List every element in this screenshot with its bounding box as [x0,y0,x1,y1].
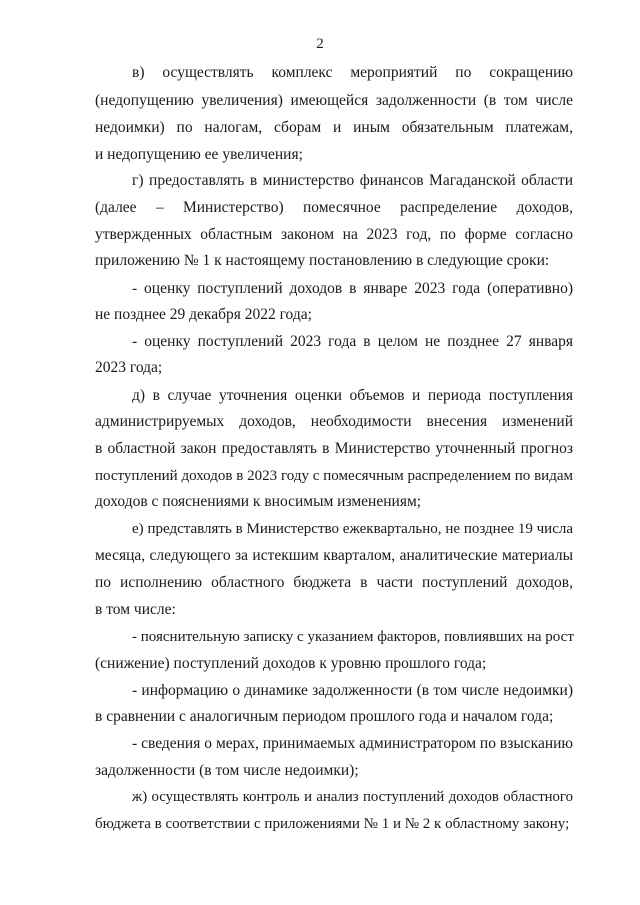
text-line: не позднее 29 декабря 2022 года; [95,306,312,323]
text-line: (далее – Министерство) помесячное распределение доходов, [95,199,573,216]
text-line: - оценку поступлений доходов в январе 2023 года (оперативно) [132,280,573,297]
page-number: 2 [316,36,324,52]
text-line: 2023 года; [95,359,163,376]
text-line: г) предоставлять в министерство финансов Магаданской области [132,172,573,189]
text-line: бюджета в соответствии с приложениями № 1 и № 2 к областному закону; [95,816,570,832]
text-line: (недопущению увеличения) имеющейся задолженности (в том числе [95,92,573,109]
text-line: утвержденных областным законом на 2023 год, по форме согласно [95,226,573,243]
text-line: в) осуществлять комплекс мероприятий по сокращению [132,64,573,81]
text-line: - сведения о мерах, принимаемых администратором по взысканию [132,735,573,752]
text-line: в сравнении с аналогичным периодом прошлого года и началом года; [95,708,554,725]
text-line: доходов с пояснениями к вносимым изменениям; [95,493,422,510]
text-line: в том числе: [95,601,176,618]
text-line: - пояснительную записку с указанием факторов, повлиявших на рост [132,629,574,645]
text-line: ж) осуществлять контроль и анализ поступлений доходов областного [132,789,573,805]
text-line: и недопущению ее увеличения; [95,146,303,163]
text-line: е) представлять в Министерство ежеквартально, не позднее 19 числа [132,521,573,537]
text-line: администрируемых доходов, необходимости внесения изменений [95,413,573,430]
text-line: по исполнению областного бюджета в части поступлений доходов, [95,574,573,591]
text-line: месяца, следующего за истекшим кварталом, аналитические материалы [95,547,573,564]
text-line: недоимки) по налогам, сборам и иным обязательным платежам, [95,119,573,136]
text-line: приложению № 1 к настоящему постановлению в следующие сроки: [95,252,550,269]
text-line: поступлений доходов в 2023 году с помесячным распределением по видам [95,468,573,484]
text-line: (снижение) поступлений доходов к уровню прошлого года; [95,655,487,672]
text-line: - оценку поступлений 2023 года в целом не позднее 27 января [132,333,573,350]
text-line: - информацию о динамике задолженности (в том числе недоимки) [132,682,573,699]
text-line: д) в случае уточнения оценки объемов и периода поступления [132,387,573,404]
text-line: в областной закон предоставлять в Министерство уточненный прогноз [95,440,573,457]
text-line: задолженности (в том числе недоимки); [95,762,359,779]
